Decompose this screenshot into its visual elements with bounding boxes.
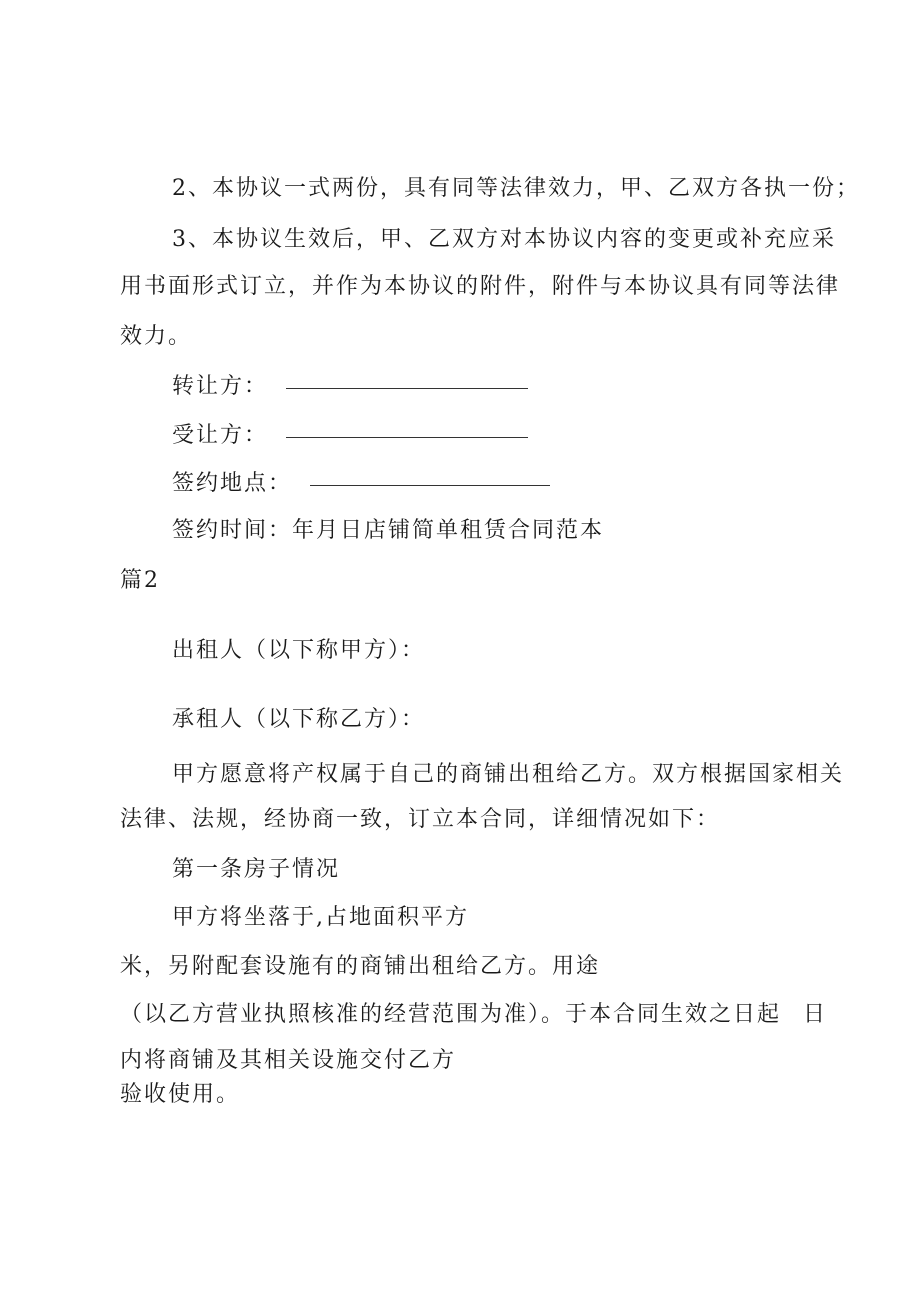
paragraph-item-2: 2、本协议一式两份，具有同等法律效力，甲、乙双方各执一份； <box>172 176 860 201</box>
place-row <box>172 469 550 499</box>
article-1-line-5: 验收使用。 <box>120 1082 241 1107</box>
place-label: 签约地点： <box>172 471 293 496</box>
transferee-row <box>172 421 528 451</box>
transferee-blank-line <box>286 436 528 438</box>
intro-line-1: 甲方愿意将产权属于自己的商铺出租给乙方。双方根据国家相关 <box>172 762 845 787</box>
signing-time-line: 签约时间：年月日店铺简单租赁合同范本 <box>172 518 605 543</box>
transferor-label: 转让方： <box>172 374 269 399</box>
paragraph-item-3-line-1: 3、本协议生效后，甲、乙双方对本协议内容的变更或补充应采 <box>172 227 836 252</box>
intro-line-2: 法律、法规，经协商一致，订立本合同，详细情况如下： <box>120 807 721 832</box>
article-1-line-2: 米，另附配套设施有的商铺出租给乙方。用途 <box>120 954 601 979</box>
article-1-line-4: 内将商铺及其相关设施交付乙方 <box>120 1048 457 1073</box>
lessor-line: 出租人（以下称甲方）： <box>172 638 426 663</box>
transferee-label: 受让方： <box>172 423 269 448</box>
transferor-blank-line <box>286 387 528 389</box>
section-title: 篇2 <box>120 568 160 593</box>
transferor-row <box>172 372 528 402</box>
article-1-title: 第一条房子情况 <box>172 857 341 882</box>
lessee-line: 承租人（以下称乙方）： <box>172 707 426 732</box>
paragraph-item-3-line-2: 用书面形式订立，并作为本协议的附件，附件与本协议具有同等法律 <box>120 274 841 299</box>
place-blank-line <box>310 484 550 486</box>
article-1-line-3-day: 日 <box>803 1002 828 1027</box>
article-1-line-3-text: （以乙方营业执照核准的经营范围为准）。于本合同生效之日起 <box>120 1002 782 1027</box>
paragraph-item-3-line-3: 效力。 <box>120 324 193 349</box>
article-1-line-3 <box>120 1000 827 1030</box>
article-1-line-1: 甲方将坐落于,占地面积平方 <box>172 905 469 930</box>
